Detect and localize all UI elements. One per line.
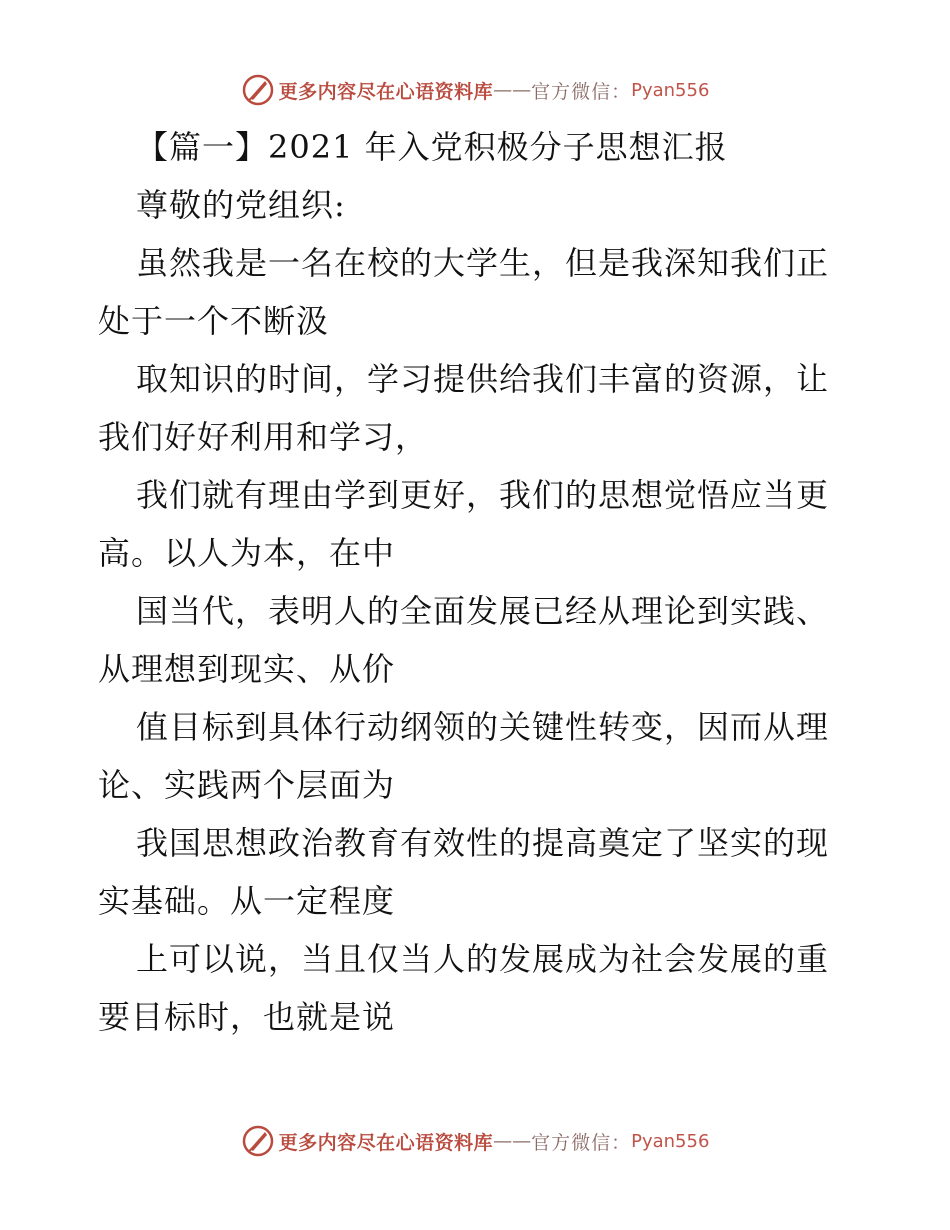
header-banner: [0, 70, 950, 110]
banner-official-label: 官方微信：: [531, 80, 632, 103]
paragraph-line: 取知识的时间，学习提供给我们丰富的资源，让: [136, 360, 830, 398]
footer-banner: [0, 1121, 950, 1161]
banner-wechat-id: Pyan556: [631, 1130, 710, 1152]
banner-main-text: 更多内容尽在心语资料库: [278, 80, 494, 103]
paragraph-line: 高。以人为本，在中: [98, 534, 396, 572]
quill-logo-icon: [241, 1124, 275, 1158]
paragraph-line: 上可以说，当且仅当人的发展成为社会发展的重: [136, 940, 830, 978]
paragraph-line: 我们就有理由学到更好，我们的思想觉悟应当更: [136, 476, 830, 514]
paragraph-line: 从理想到现实、从价: [98, 650, 396, 688]
document-title: 【篇一】2021 年入党积极分子思想汇报: [136, 128, 728, 166]
banner-official-label: 官方微信：: [531, 1131, 632, 1154]
paragraph-line: 我们好好利用和学习，: [98, 418, 429, 456]
paragraph-line: 处于一个不断汲: [98, 302, 330, 340]
document-body: [98, 118, 858, 1046]
banner-wechat-id: Pyan556: [631, 79, 710, 101]
paragraph-line: 要目标时，也就是说: [98, 998, 396, 1036]
paragraph-line: 实基础。从一定程度: [98, 882, 396, 920]
paragraph-line: 论、实践两个层面为: [98, 766, 396, 804]
paragraph-line: 值目标到具体行动纲领的关键性转变，因而从理: [136, 708, 830, 746]
paragraph-line: 国当代，表明人的全面发展已经从理论到实践、: [136, 592, 830, 630]
quill-logo-icon: [241, 73, 275, 107]
banner-dash: ——: [493, 79, 532, 101]
paragraph-line: 我国思想政治教育有效性的提高奠定了坚实的现: [136, 824, 830, 862]
paragraph-line: 虽然我是一名在校的大学生，但是我深知我们正: [136, 244, 830, 282]
banner-dash: ——: [493, 1130, 532, 1152]
banner-main-text: 更多内容尽在心语资料库: [278, 1131, 494, 1154]
salutation: 尊敬的党组织:: [136, 186, 346, 224]
